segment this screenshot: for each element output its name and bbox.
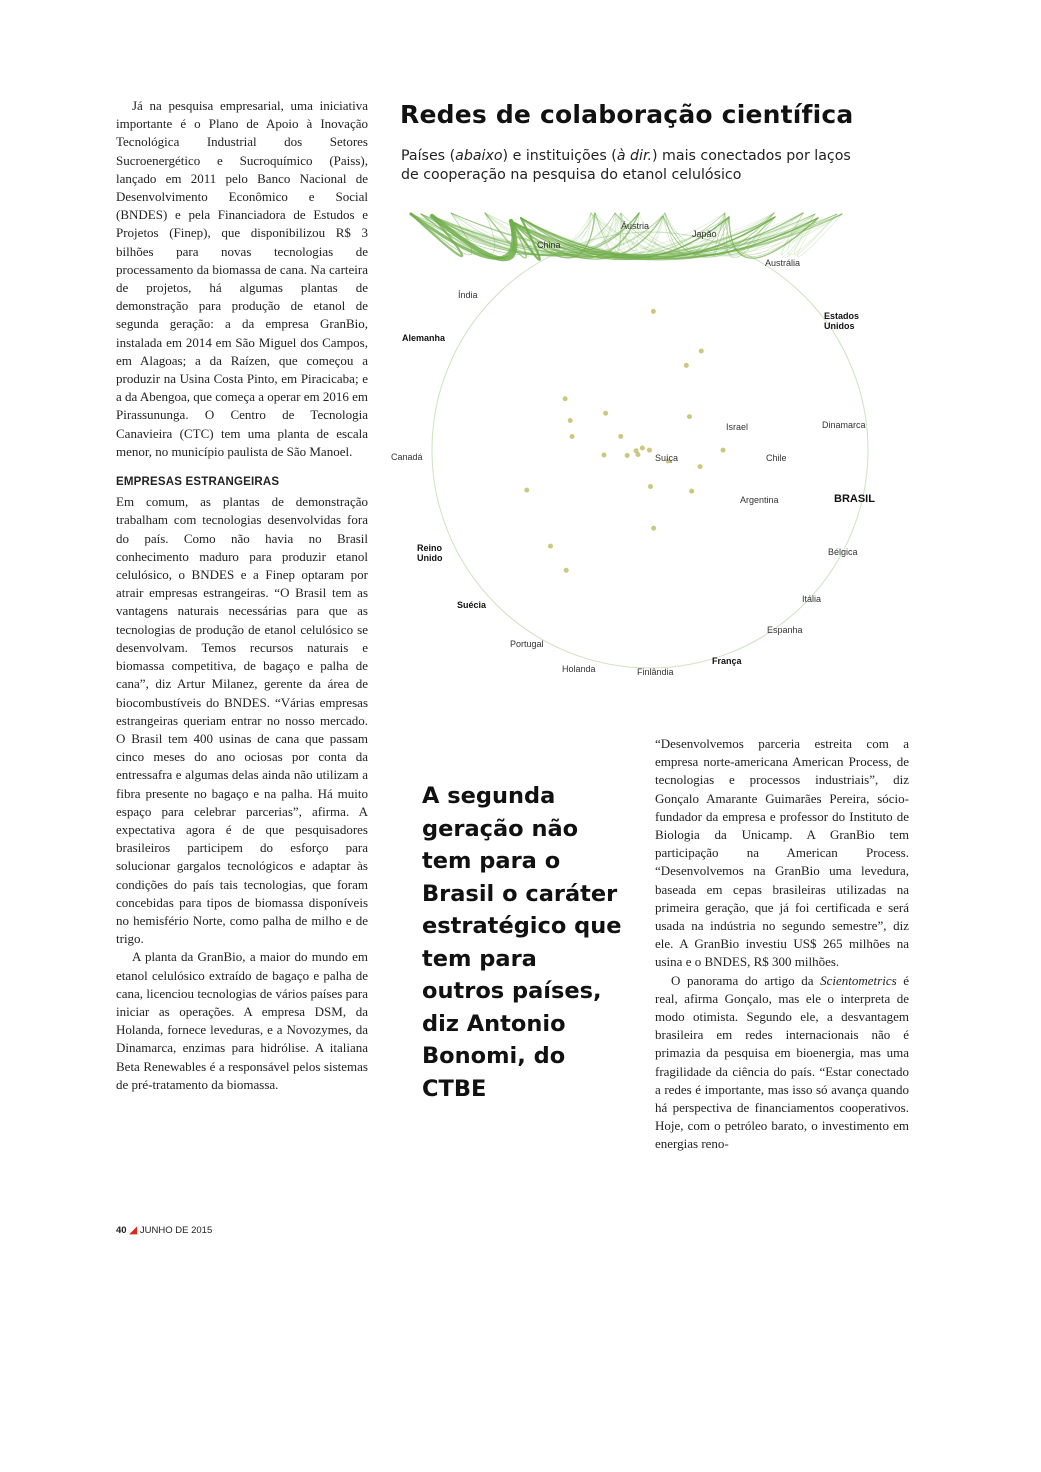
institution-node (648, 484, 653, 489)
subtitle-emphasis: abaixo (455, 148, 503, 164)
figure-title: Redes de colaboração científica (400, 100, 854, 129)
institution-node (699, 349, 704, 354)
institution-node (564, 568, 569, 573)
paragraph (655, 972, 909, 1154)
institution-node (651, 526, 656, 531)
paragraph: Em comum, as plantas de demonstração trabalham com tecnologias desenvolvidas fora do país. Como não havia no Brasil conhecimento maduro para produzir etanol celulósico, o BNDES e a Finep optaram por atrair empresas estrangeiras. “O Brasil tem as vantagens naturais necessárias para que as tecnologias de produção de etanol celulósico se desenvolvam. Temos recursos naturais e biomassa competitiva, de bagaço e palha de cana”, diz Artur Milanez, gerente da área de biocombustíveis do BNDES. “Várias empresas estrangeiras queriam entrar no nosso mercado. O Brasil tem 400 usinas de cana que passam cinco meses do ano ociosas por conta da entressafra e algumas delas ainda não utilizam a fibra presente no bagaço e na palha. Há muito espaço para celebrar parcerias”, afirma. A expectativa agora é de que pesquisadores brasileiros participem do esforço para solucionar gargalos tecnológicos e adaptar às condições do país tais tecnologias, que foram concebidas para tipos de biomassa disponíveis no hemisfério Norte, como palha de milho e de trigo. (116, 494, 368, 947)
folio-mark-icon: ◢ (129, 1225, 137, 1236)
label-holanda: Holanda (562, 664, 596, 674)
paragraph-text: O panorama do artigo da (671, 972, 821, 988)
label-dinamarca: Dinamarca (822, 420, 866, 430)
page-number: 40 (116, 1225, 127, 1236)
left-text-column (116, 97, 368, 1094)
institution-node (634, 448, 639, 453)
label-estados-unidos-text: Estados (824, 311, 860, 321)
label-argentina: Argentina (740, 495, 779, 505)
institution-node (625, 453, 630, 458)
issue-date: JUNHO DE 2015 (139, 1225, 213, 1236)
subtitle-emphasis: à dir. (616, 148, 653, 164)
label-suica: Suíça (655, 453, 679, 463)
label-italia: Itália (802, 594, 822, 604)
label-belgica: Bélgica (828, 547, 858, 557)
section-heading: EMPRESAS ESTRANGEIRAS (116, 476, 280, 489)
label-chile: Chile (766, 453, 787, 463)
network-labels (391, 221, 875, 677)
institution-node (548, 544, 553, 549)
pull-quote: A segunda geração não tem para o Brasil o caráter estratégico que tem para outros países, diz Antonio Bonomi, do CTBE (422, 783, 622, 1102)
institution-node (570, 434, 575, 439)
institution-node (687, 414, 692, 419)
figure-subtitle (401, 147, 871, 185)
label-reino-unido-text: Reino (417, 543, 443, 553)
institution-node (524, 488, 529, 493)
label-reino-unido (417, 543, 443, 563)
label-finlandia: Finlândia (637, 667, 674, 677)
label-india: Índia (458, 290, 478, 300)
institution-node (640, 446, 645, 451)
label-china: China (537, 240, 561, 250)
label-brasil: BRASIL (834, 493, 875, 505)
label-australia: Austrália (765, 258, 801, 268)
label-line-2: Unido (417, 553, 443, 563)
institution-node (601, 452, 606, 457)
label-estados-unidos (824, 311, 859, 331)
journal-name: Scientometrics (820, 972, 897, 988)
subtitle-part: Países ( (401, 148, 456, 164)
subtitle-part: ) e instituições ( (502, 148, 617, 164)
right-text-column (655, 735, 909, 1154)
subtitle-part: ) mais conectados por laços de cooperação na pesquisa do etanol celulósico (401, 148, 851, 183)
label-canada: Canadá (391, 452, 423, 462)
institution-node (684, 363, 689, 368)
label-alemanha: Alemanha (402, 333, 446, 343)
label-espanha: Espanha (767, 625, 803, 635)
institution-node (651, 309, 656, 314)
paragraph: “Desenvolvemos parceria estreita com a empresa norte-americana American Process, de tecnologias e processos industriais”, diz Gonçalo Amarante Guimarães Pereira, sócio-fundador da empresa e professor do Instituto de Biologia da Unicamp. A GranBio tem participação na American Process. “Desenvolvemos na GranBio uma levedura, baseada em cepas brasileiras utilizadas na primeira geração, que já foi certificada e será usada na indústria no segundo semestre”, diz ele. A GranBio investiu US$ 265 milhões na usina e o BNDES, R$ 300 milhões. (655, 736, 909, 970)
institution-node (618, 434, 623, 439)
label-austria: Áustria (621, 221, 650, 231)
paragraph: A planta da GranBio, a maior do mundo em etanol celulósico extraído de bagaço e palha de cana, licenciou tecnologias de vários países para iniciar as operações. A empresa DSM, da Holanda, fornece leveduras, e a Novozymes, da Dinamarca, enzimas para hidrólise. A italiana Beta Renewables é a responsável pelos sistemas de pré-tratamento da biomassa. (116, 949, 368, 1092)
institution-node (698, 464, 703, 469)
label-israel: Israel (726, 422, 749, 432)
label-line-2: Unidos (824, 321, 855, 331)
collaboration-network-diagram (385, 210, 905, 685)
institution-node (603, 411, 608, 416)
paragraph-text: é real, afirma Gonçalo, mas ele o interpreta de modo otimista. Segundo ele, a desvantagem brasileira em redes internacionais não é primazia da pesquisa em bioenergia, mas uma fragilidade da ciência do país. “Estar conectado a redes é importante, mas isso só avança quando há perspectiva de financiamentos cooperativos. Hoje, com o petróleo barato, o investimento em energias reno- (655, 972, 909, 1152)
institution-node (568, 418, 573, 423)
label-japao: Japão (692, 229, 717, 239)
institution-node (563, 396, 568, 401)
label-suecia: Suécia (457, 600, 487, 610)
page-footer (116, 1225, 212, 1236)
label-portugal: Portugal (510, 639, 544, 649)
network-nodes (524, 309, 725, 573)
institution-node (647, 448, 652, 453)
paragraph: Já na pesquisa empresarial, uma iniciativa importante é o Plano de Apoio à Inovação Tecnológica Industrial dos Setores Sucroenergético e Sucroquímico (Paiss), lançado em 2011 pelo Banco Nacional de Desenvolvimento Econômico e Social (BNDES) e pela Financiadora de Estudos e Projetos (Finep), que disponibilizou R$ 3 bilhões para novas tecnologias de processamento da biomassa de cana. Na carteira de projetos, há algumas plantas de demonstração para produção de etanol de segunda geração: a da empresa GranBio, instalada em 2014 em São Miguel dos Campos, em Alagoas; a da Raízen, que começou a produzir na Usina Costa Pinto, em Piracicaba; e a da Abengoa, que começa a operar em 2016 em Pirassununga. O Centro de Tecnologia Canavieira (CTC) tem uma planta de escala menor, no município paulista de São Manoel. (116, 98, 368, 459)
institution-node (689, 489, 694, 494)
label-franca: França (712, 656, 742, 666)
institution-node (721, 448, 726, 453)
